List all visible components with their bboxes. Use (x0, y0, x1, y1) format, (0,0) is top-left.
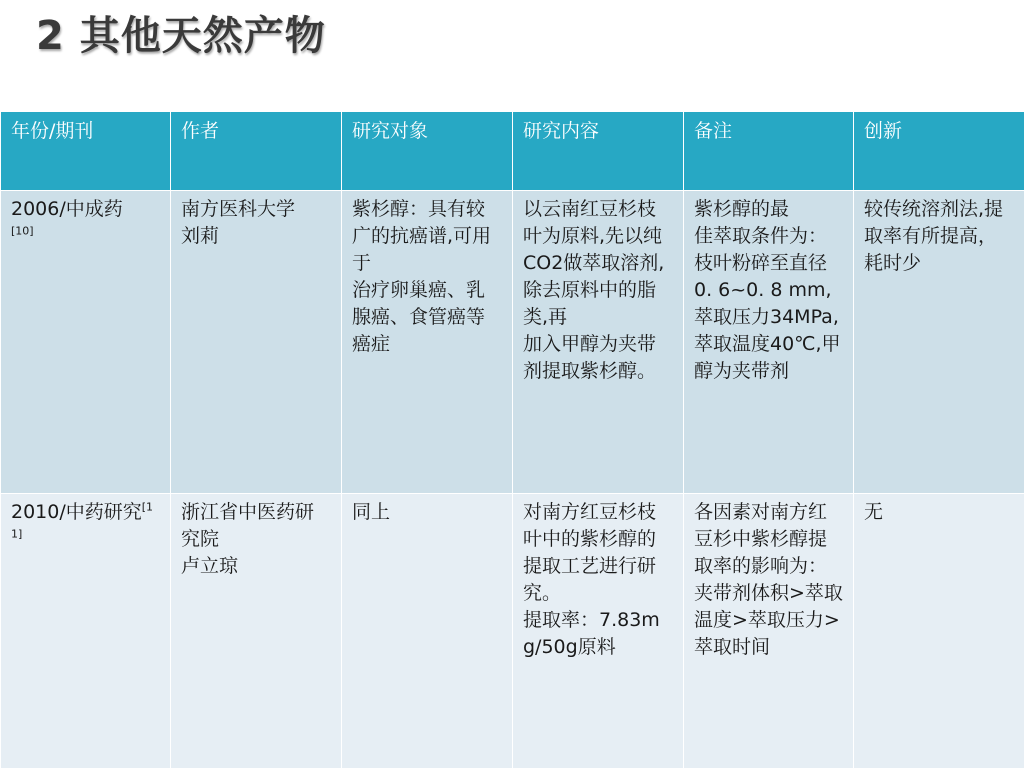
content-text: 提取率：7.83mg/50g原料 (523, 607, 673, 661)
cell-research-content (513, 494, 684, 769)
header-research-object: 研究对象 (342, 112, 513, 191)
cell-author (171, 494, 342, 769)
table-header-row (1, 112, 1024, 191)
cell-year-journal (1, 494, 171, 769)
cell-note (684, 191, 854, 494)
year-journal-text: 2006/中成药 (11, 198, 123, 220)
slide-title: 2 其他天然产物 (36, 4, 326, 61)
header-research-content: 研究内容 (513, 112, 684, 191)
table-row (1, 191, 1024, 494)
object-text: 紫杉醇：具有较广的抗癌谱,可用于 (352, 196, 502, 277)
header-innovation: 创新 (854, 112, 1024, 191)
innovation-text: 无 (864, 499, 1014, 526)
cell-author (171, 191, 342, 494)
author-affiliation: 南方医科大学 (181, 196, 331, 223)
note-text: 各因素对南方红豆杉中紫杉醇提取率的影响为：夹带剂体积>萃取温度>萃取压力>萃取时间 (694, 499, 843, 661)
note-text: 佳萃取条件为：枝叶粉碎至直径0. 6~0. 8 mm,萃取压力34MPa,萃取温度40℃,甲醇为夹带剂 (694, 223, 843, 385)
header-note: 备注 (684, 112, 854, 191)
cell-research-object (342, 191, 513, 494)
author-affiliation: 浙江省中医药研究院 (181, 499, 331, 553)
table-row (1, 494, 1024, 769)
content-text: 对南方红豆杉枝叶中的紫杉醇的提取工艺进行研究。 (523, 499, 673, 607)
object-text: 同上 (352, 499, 502, 526)
reference-superscript: [10] (11, 225, 34, 238)
object-text: 治疗卵巢癌、乳腺癌、食管癌等癌症 (352, 277, 502, 358)
cell-note (684, 494, 854, 769)
header-author: 作者 (171, 112, 342, 191)
cell-innovation (854, 494, 1024, 769)
cell-research-object (342, 494, 513, 769)
cell-innovation (854, 191, 1024, 494)
innovation-text: 较传统溶剂法,提取率有所提高，耗时少 (864, 196, 1014, 277)
cell-year-journal (1, 191, 171, 494)
reference-superscript: [11] (11, 501, 153, 541)
content-text: 加入甲醇为夹带剂提取紫杉醇。 (523, 331, 673, 385)
content-text: 以云南红豆杉枝叶为原料,先以纯CO2做萃取溶剂,除去原料中的脂类,再 (523, 196, 673, 331)
author-name: 刘莉 (181, 223, 331, 250)
cell-research-content (513, 191, 684, 494)
header-year-journal: 年份/期刊 (1, 112, 171, 191)
year-journal-text: 2010/中药研究 (11, 501, 142, 523)
note-text: 紫杉醇的最 (694, 196, 843, 223)
data-table (0, 111, 1024, 769)
author-name: 卢立琼 (181, 553, 331, 580)
